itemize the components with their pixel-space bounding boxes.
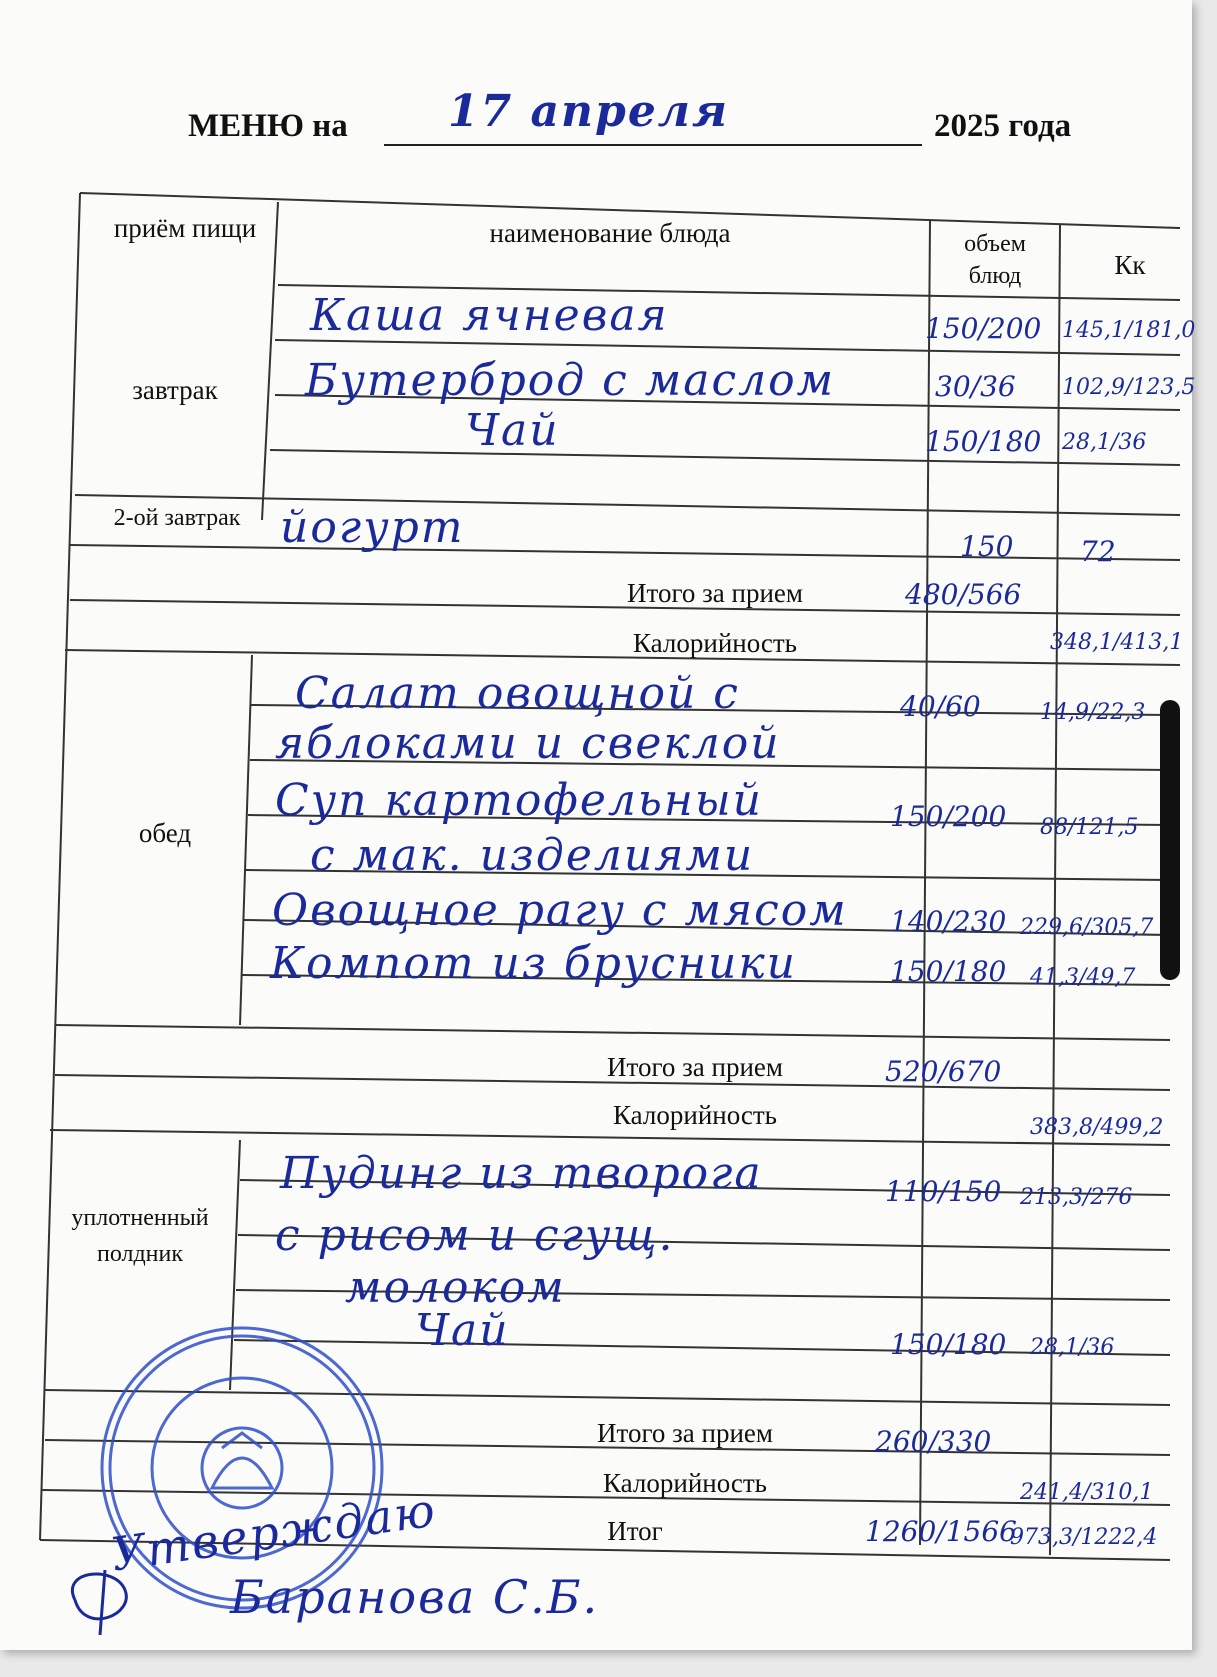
col-header-meal: приём пищи [113,213,257,243]
snack-volume-1: 110/150 [885,1175,1002,1208]
lunch-kcal-4: 41,3/49,7 [1030,965,1136,990]
grand-total-kcal: 973,3/1222,4 [1010,1525,1158,1550]
col-header-dish: наименование блюда [489,218,731,248]
breakfast-kcal-3: 28,1/36 [1062,430,1147,455]
breakfast-total-label: Итого за прием [627,578,803,608]
lunch-dish-2: Суп картофельный [275,775,764,826]
snack-dish-2: Чай [415,1305,510,1356]
meal-second-breakfast-label: 2-ой завтрак [113,505,241,531]
grand-total-volume: 1260/1566 [865,1515,1017,1548]
breakfast-dish-2: Бутерброд с маслом [305,355,836,406]
breakfast-dish-1: Каша ячневая [310,290,669,341]
breakfast-calories-value: 348,1/413,1 [1050,630,1184,655]
title-date: 17 апреля [448,86,730,137]
breakfast-kcal-2: 102,9/123,5 [1062,375,1196,400]
lunch-volume-1: 40/60 [900,690,981,723]
snack-dish-1: Пудинг из творога [280,1148,763,1199]
lunch-dish-3: Овощное рагу с мясом [272,885,848,936]
lunch-dish-1-cont: яблоками и свеклой [275,718,781,769]
col-header-volume: объем блюд [964,231,1026,289]
snack-calories-label: Калорийность [603,1468,767,1498]
breakfast-volume-2: 30/36 [935,370,1016,403]
second-breakfast-volume: 150 [960,530,1014,563]
lunch-dish-1: Салат овощной с [295,668,740,719]
meal-snack-label: уплотненный полдник [71,1205,209,1267]
breakfast-volume-1: 150/200 [925,312,1042,345]
snack-calories-value: 241,4/310,1 [1020,1480,1154,1505]
breakfast-volume-3: 150/180 [925,425,1042,458]
lunch-dish-2-cont: с мак. изделиями [310,830,755,881]
lunch-kcal-1: 14,9/22,3 [1040,700,1146,725]
breakfast-kcal-1: 145,1/181,0 [1062,318,1196,343]
binder-clip [1160,700,1180,980]
lunch-calories-label: Калорийность [613,1100,777,1130]
snack-dish-1-cont2: молоком [345,1262,566,1313]
grand-total-label: Итог [607,1516,663,1546]
lunch-kcal-2: 88/121,5 [1040,815,1139,840]
title-suffix: 2025 года [934,108,1072,144]
meal-lunch-label: обед [138,818,192,848]
title-prefix: МЕНЮ на [188,108,348,144]
snack-kcal-1: 213,3/276 [1020,1185,1133,1210]
snack-volume-2: 150/180 [890,1328,1007,1361]
lunch-total-label: Итого за прием [607,1052,783,1082]
signature-flourish [55,1560,165,1640]
meal-breakfast-label: завтрак [132,375,218,405]
lunch-volume-3: 140/230 [890,905,1007,938]
breakfast-dish-3: Чай [465,405,560,456]
lunch-kcal-3: 229,6/305,7 [1020,915,1154,940]
snack-total-label: Итого за прием [597,1418,773,1448]
lunch-volume-4: 150/180 [890,955,1007,988]
breakfast-calories-label: Калорийность [633,628,797,658]
second-breakfast-dish: йогурт [280,502,465,553]
snack-kcal-2: 28,1/36 [1030,1335,1115,1360]
lunch-calories-value: 383,8/499,2 [1030,1115,1164,1140]
signatory-name: Баранова С.Б. [230,1570,600,1624]
approval-signature: Утверждаю [107,1482,440,1582]
lunch-total-value: 520/670 [885,1055,1002,1088]
lunch-volume-2: 150/200 [890,800,1007,833]
breakfast-total-value: 480/566 [905,578,1022,611]
second-breakfast-kcal: 72 [1080,535,1116,568]
snack-dish-1-cont: с рисом и сгущ. [275,1210,675,1261]
snack-total-value: 260/330 [875,1425,992,1458]
lunch-dish-4: Компот из брусники [270,938,798,989]
col-header-kcal: Кк [1114,250,1146,280]
